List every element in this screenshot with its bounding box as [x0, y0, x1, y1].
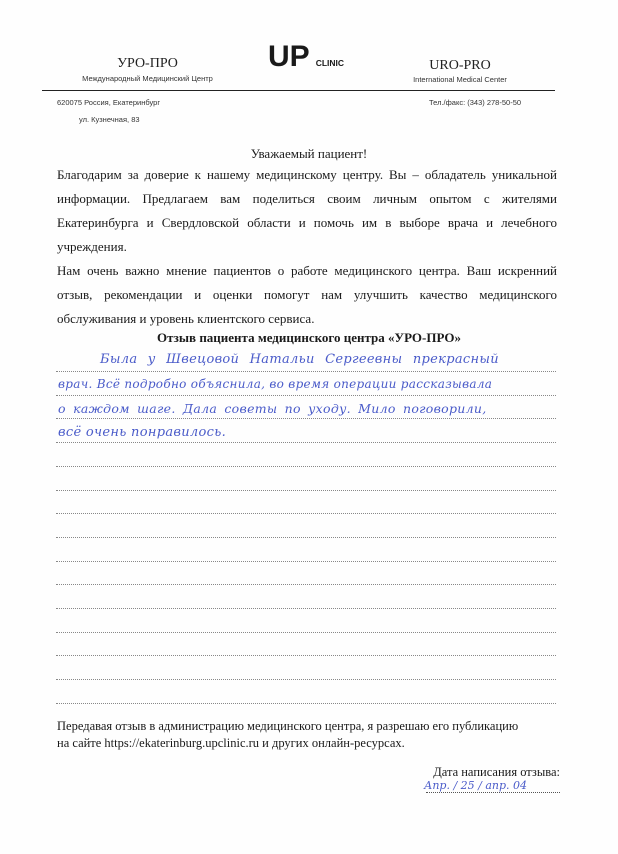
review-dotted-line [56, 371, 556, 372]
phone-fax: Тел./факс: (343) 278-50-50 [429, 98, 522, 107]
paragraph-1-line-4: учреждения. [57, 239, 127, 254]
logo-up-text: UP [268, 40, 310, 73]
header-rule [42, 90, 555, 91]
paragraph-1-line-3: Екатеринбурга и Свердловской области и помочь им в выборе врача и лечебного [57, 215, 557, 230]
review-dotted-line [56, 466, 556, 467]
paragraph-2-line-3: обслуживания и уровень клиентского сервиса. [57, 311, 315, 326]
date-label: Дата написания отзыва: [433, 765, 560, 779]
review-dotted-line [56, 561, 556, 562]
paragraph-1-line-1: Благодарим за доверие к нашему медицинскому центру. Вы – обладатель уникальной [57, 167, 557, 182]
paragraph-2-line-2: отзыв, рекомендации и оценки помогут нам улучшить качество медицинского [57, 287, 557, 302]
header-left-title: УРО-ПРО [117, 56, 178, 71]
review-dotted-line [56, 490, 556, 491]
review-dotted-line [56, 513, 556, 514]
date-handwritten: Апр. / 25 / апр. 04 [424, 779, 528, 792]
paragraph-2-line-1: Нам очень важно мнение пациентов о работе медицинского центра. Ваш искренний [57, 263, 557, 278]
review-dotted-line [56, 679, 556, 680]
header-right-subtitle: International Medical Center [413, 75, 507, 84]
header-right-title: URO-PRO [429, 58, 491, 73]
consent-line-2: на сайте https://ekaterinburg.upclinic.ru и других онлайн-ресурсах. [57, 736, 405, 750]
handwritten-line-3: о каждом шаге. Дала советы по уходу. Мило поговорили, [58, 401, 487, 416]
consent-line-1: Передавая отзыв в администрацию медицинского центра, я разрешаю его публикацию [57, 719, 519, 733]
review-dotted-line [56, 537, 556, 538]
review-dotted-line [56, 632, 556, 633]
review-dotted-line [56, 655, 556, 656]
greeting: Уважаемый пациент! [250, 146, 368, 161]
date-line [426, 792, 560, 793]
handwritten-line-2: врач. Всё подробно объяснила, во время операции рассказывала [58, 377, 493, 391]
logo-clinic-text: CLINIC [315, 58, 345, 68]
handwritten-line-1: Была у Швецовой Натальи Сергеевны прекрасный [100, 352, 499, 367]
address-city: 620075 Россия, Екатеринбург [57, 98, 161, 107]
address-street: ул. Кузнечная, 83 [79, 115, 140, 124]
review-dotted-line [56, 608, 556, 609]
header-left-subtitle: Международный Медицинский Центр [82, 74, 213, 83]
logo [268, 40, 344, 74]
review-dotted-line [56, 418, 556, 419]
review-dotted-line [56, 584, 556, 585]
handwritten-line-4: всё очень понравилось. [58, 425, 227, 440]
paragraph-1-line-2: информации. Предлагаем вам поделиться своим личным опытом с жителями [57, 191, 557, 206]
review-dotted-line [56, 395, 556, 396]
review-dotted-line [56, 442, 556, 443]
form-title: Отзыв пациента медицинского центра «УРО-ПРО» [157, 330, 461, 345]
review-dotted-line [56, 703, 556, 704]
